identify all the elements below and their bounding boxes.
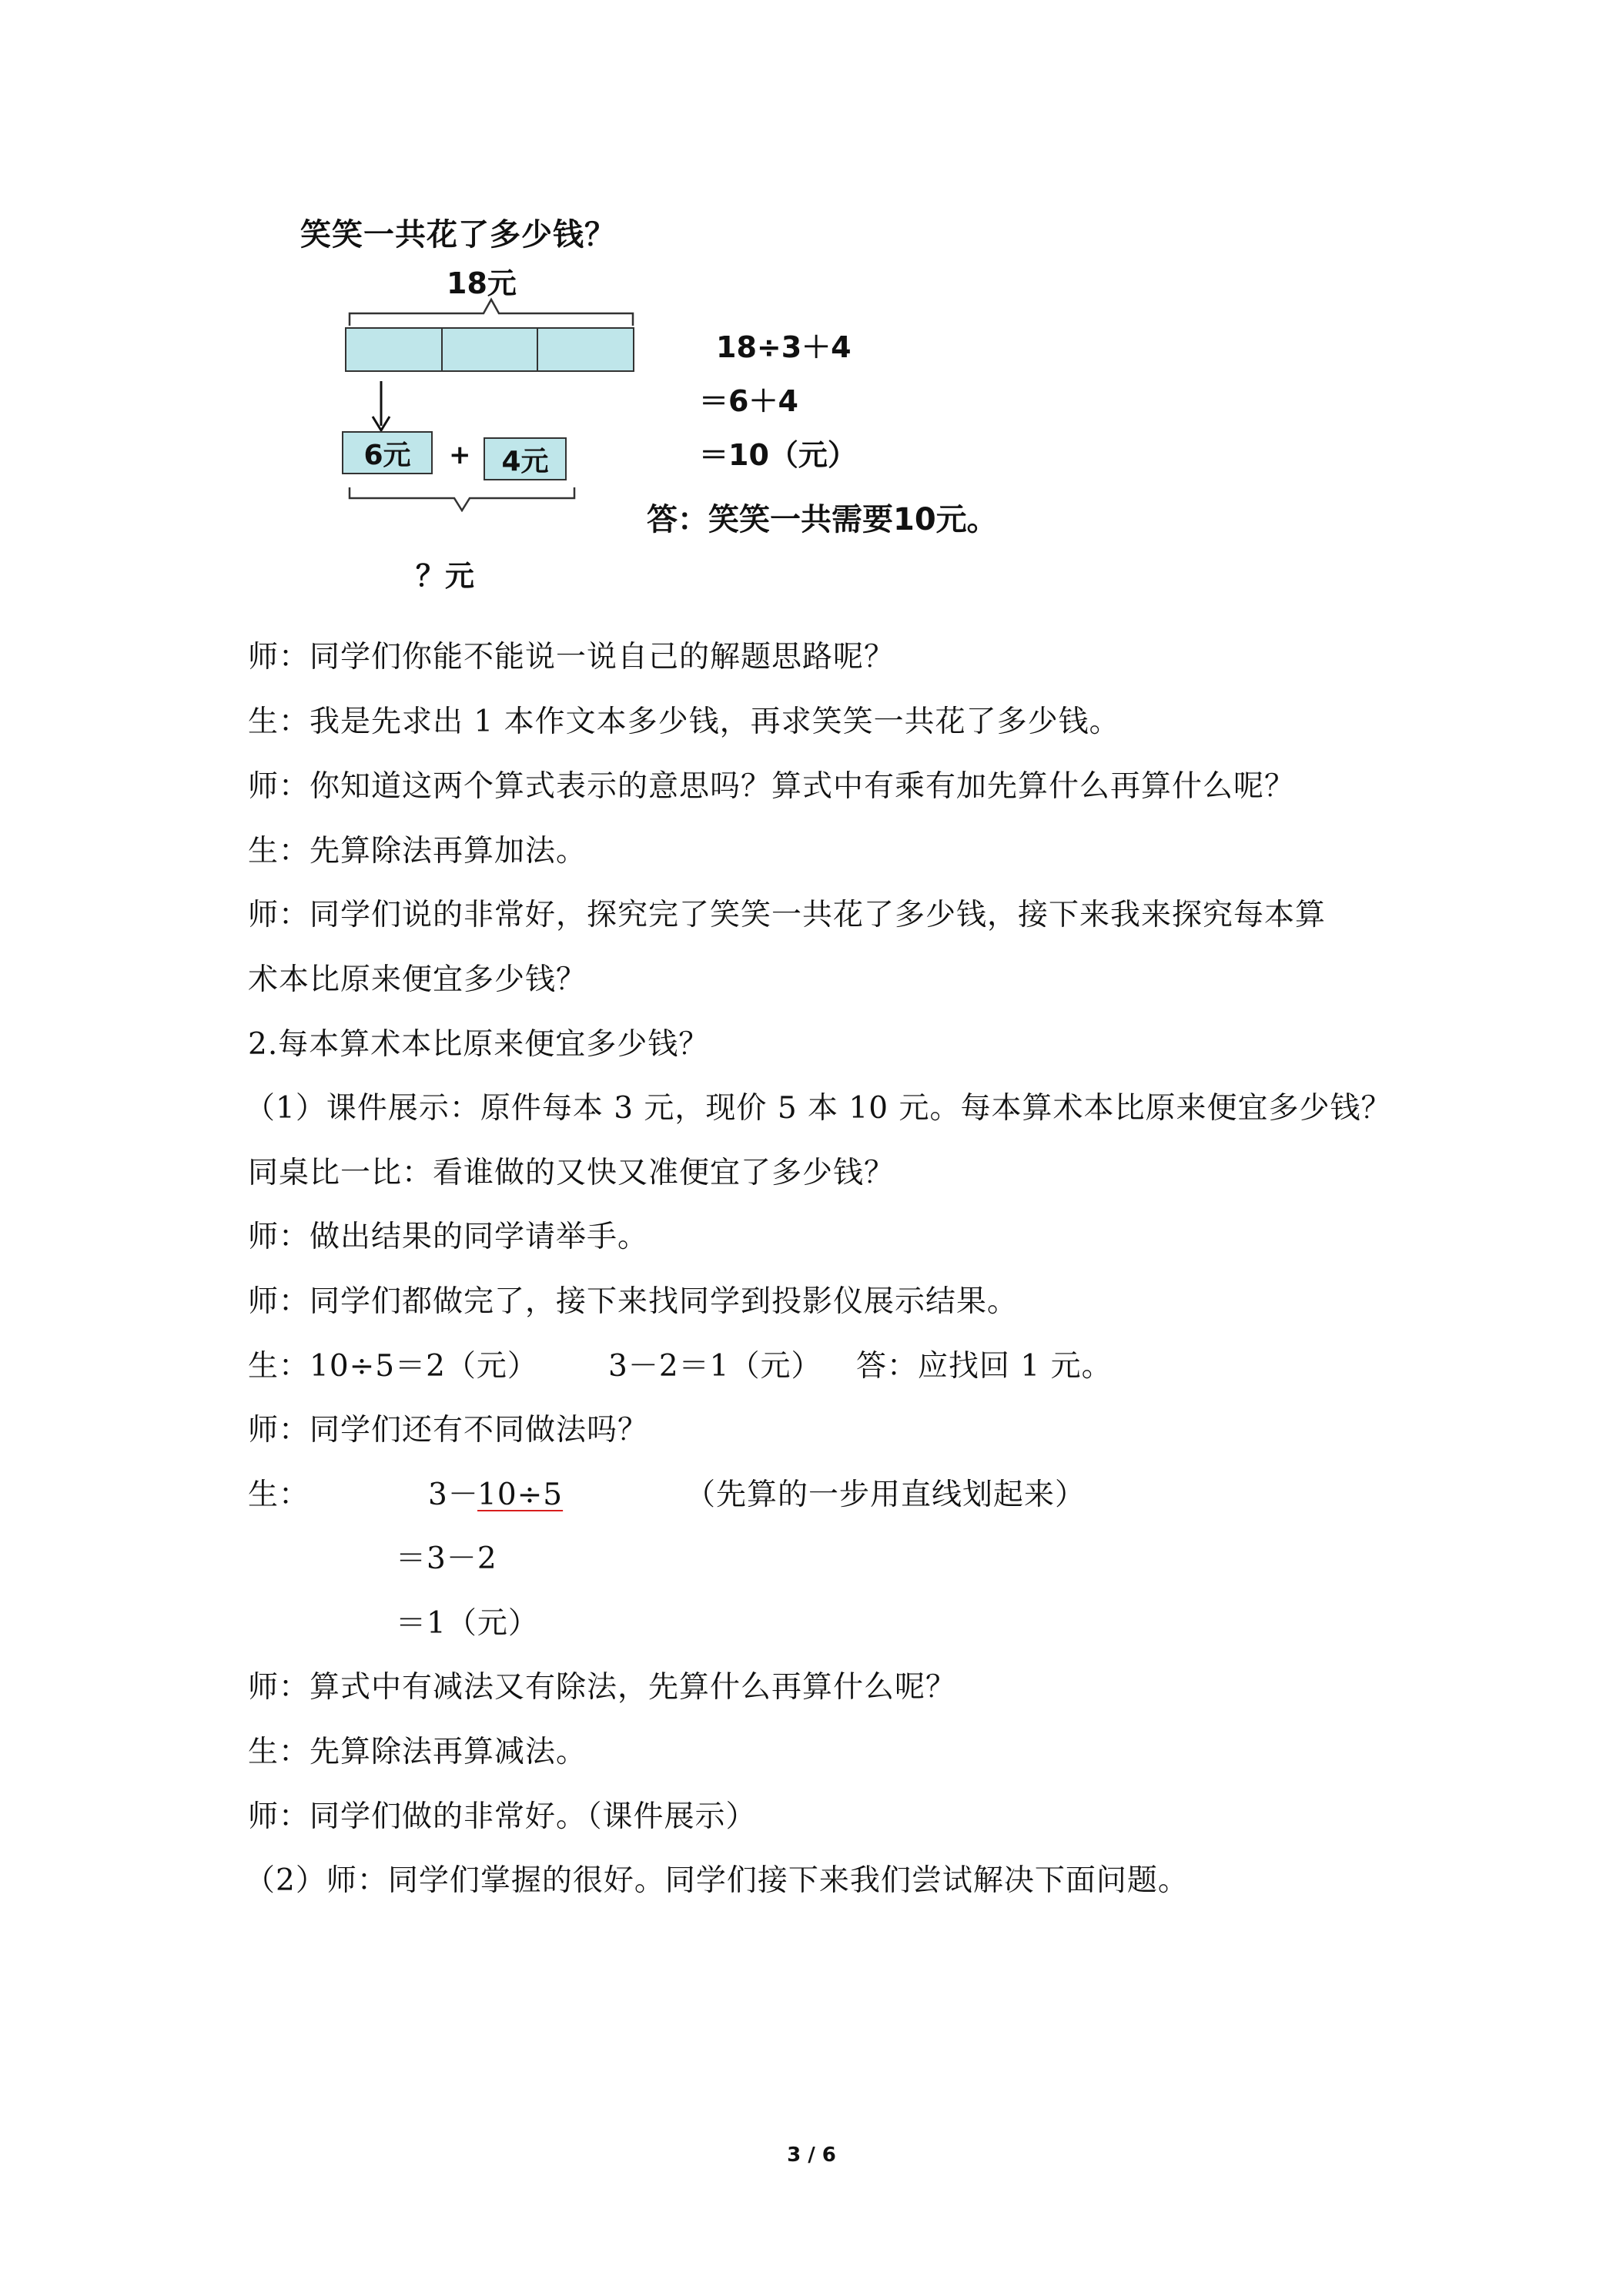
text-line: 生：我是先求出 1 本作文本多少钱，再求笑笑一共花了多少钱。 (248, 705, 1120, 739)
bar-segment (346, 329, 443, 370)
bar-model-figure (293, 196, 1016, 604)
text-line: 生：先算除法再算加法。 (248, 834, 587, 869)
bar-segment (443, 329, 539, 370)
part-box-four: 4元 (484, 437, 567, 480)
figure-unknown-label: ？元 (416, 559, 475, 593)
total-bar (345, 327, 634, 372)
figure-answer: 答：笑笑一共需要10元。 (647, 502, 998, 537)
expression-note: （先算的一步用直线划起来） (685, 1478, 1086, 1512)
solution-step-1: 生：10÷5＝2（元） (248, 1349, 538, 1384)
figure-total-label: 18元 (447, 266, 517, 300)
figure-equation-1: 18÷3＋4 (716, 330, 852, 364)
text-line: （1）课件展示：原件每本 3 元，现价 5 本 10 元。每本算术本比原来便宜多少钱？ (245, 1091, 1392, 1126)
student-label: 生： (248, 1478, 310, 1512)
figure-plus: + (449, 440, 471, 470)
text-line: 师：同学们你能不能说一说自己的解题思路呢？ (248, 640, 895, 674)
section-heading: 2.每本算术本比原来便宜多少钱？ (248, 1027, 710, 1062)
text-line: 生：先算除法再算减法。 (248, 1735, 587, 1769)
bottom-brace-icon (348, 486, 576, 512)
figure-equation-2: ＝6＋4 (699, 384, 798, 418)
solution-step-2: 3－2＝1（元） (608, 1349, 822, 1384)
text-line: 同桌比一比：看谁做的又快又准便宜了多少钱？ (248, 1156, 895, 1190)
figure-equation-3: ＝10（元） (699, 438, 857, 472)
down-arrow-icon (370, 380, 393, 433)
text-line: 师：同学们都做完了，接下来找同学到投影仪展示结果。 (248, 1284, 1019, 1319)
figure-question: 笑笑一共花了多少钱？ (300, 217, 616, 253)
expression-part: 3－ (428, 1478, 479, 1512)
text-line: 师：做出结果的同学请举手。 (248, 1220, 649, 1254)
bar-segment (538, 329, 633, 370)
text-line: 师：算式中有减法又有除法，先算什么再算什么呢？ (248, 1670, 957, 1705)
text-line: 师：同学们还有不同做法吗？ (248, 1413, 649, 1448)
text-line: 师：你知道这两个算式表示的意思吗？算式中有乘有加先算什么再算什么呢？ (248, 769, 1296, 804)
text-line: 术本比原来便宜多少钱？ (248, 962, 587, 997)
text-line: 师：同学们说的非常好，探究完了笑笑一共花了多少钱，接下来我来探究每本算 (248, 898, 1327, 932)
underlined-expression: 10÷5 (477, 1478, 564, 1512)
part-box-six: 6元 (342, 431, 433, 474)
text-line: （2）师：同学们掌握的很好。同学们接下来我们尝试解决下面问题。 (245, 1863, 1189, 1898)
solution-answer: 答：应找回 1 元。 (856, 1349, 1113, 1384)
top-brace-icon (348, 296, 634, 327)
expression-result: ＝1（元） (396, 1606, 539, 1641)
page-number: 3 / 6 (787, 2144, 836, 2167)
expression-step: ＝3－2 (396, 1541, 497, 1576)
text-line: 师：同学们做的非常好。（课件展示） (248, 1799, 757, 1834)
